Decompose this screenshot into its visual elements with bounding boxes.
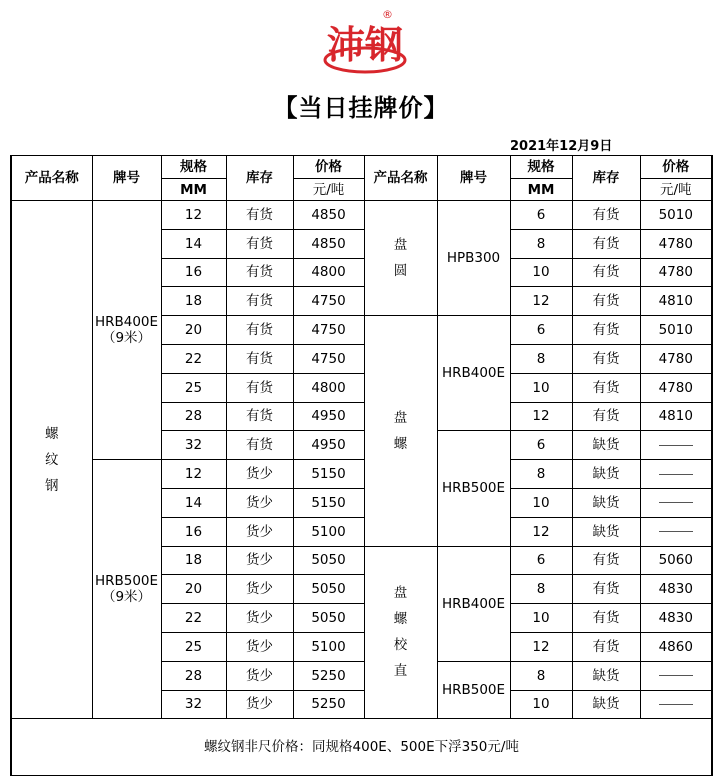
spec-cell: 8 — [510, 661, 572, 690]
spec-cell: 6 — [510, 316, 572, 345]
stock-cell: 货少 — [226, 575, 293, 604]
price-cell: 4860 — [640, 632, 712, 661]
brand-label: HRB400E — [441, 365, 506, 382]
stock-cell: 有货 — [226, 402, 293, 431]
brand-cell — [437, 661, 510, 719]
spec-cell: 10 — [510, 488, 572, 517]
price-cell: 5100 — [293, 632, 364, 661]
stock-cell: 货少 — [226, 460, 293, 489]
price-cell: 4750 — [293, 344, 364, 373]
spec-cell: 8 — [510, 460, 572, 489]
spec-cell: 10 — [510, 258, 572, 287]
brand-cell — [92, 201, 161, 460]
header-product: 产品名称 — [364, 156, 437, 201]
header-spec-unit: MM — [510, 179, 572, 201]
product-name-cell — [364, 316, 437, 546]
spec-cell: 6 — [510, 546, 572, 575]
stock-cell: 有货 — [572, 258, 640, 287]
stock-cell: 有货 — [572, 632, 640, 661]
price-cell: 4750 — [293, 287, 364, 316]
spec-cell: 12 — [510, 402, 572, 431]
spec-cell: 10 — [510, 373, 572, 402]
brand-label: HRB400E （9米） — [94, 314, 159, 347]
price-cell: 5010 — [640, 316, 712, 345]
no-price-dash — [659, 502, 693, 503]
stock-cell: 有货 — [572, 575, 640, 604]
price-cell: 4810 — [640, 287, 712, 316]
price-cell: 4780 — [640, 344, 712, 373]
stock-cell: 有货 — [572, 344, 640, 373]
stock-cell: 有货 — [226, 201, 293, 230]
header-brand: 牌号 — [92, 156, 161, 201]
spec-cell: 22 — [161, 604, 226, 633]
spec-cell: 14 — [161, 229, 226, 258]
product-name-text: 盘 螺 校 直 — [393, 585, 408, 680]
price-cell: 5060 — [640, 546, 712, 575]
brand-cell — [437, 431, 510, 546]
stock-cell: 缺货 — [572, 488, 640, 517]
table-row — [11, 201, 712, 230]
price-cell: 4950 — [293, 402, 364, 431]
price-cell: 5150 — [293, 460, 364, 489]
stock-cell: 有货 — [226, 229, 293, 258]
header-stock: 库存 — [226, 156, 293, 201]
spec-cell: 28 — [161, 402, 226, 431]
spec-cell: 10 — [510, 604, 572, 633]
header-stock: 库存 — [572, 156, 640, 201]
stock-cell: 有货 — [572, 201, 640, 230]
company-logo — [320, 8, 410, 78]
price-cell: 5250 — [293, 661, 364, 690]
spec-cell: 20 — [161, 575, 226, 604]
price-cell: 4850 — [293, 229, 364, 258]
stock-cell: 货少 — [226, 488, 293, 517]
logo-text: 沛钢 — [326, 22, 404, 67]
spec-cell: 22 — [161, 344, 226, 373]
price-cell — [640, 460, 712, 489]
price-cell: 4950 — [293, 431, 364, 460]
product-name-rebar — [11, 201, 92, 719]
product-name-text: 盘 螺 — [393, 409, 408, 452]
header-price: 价格 — [293, 156, 364, 179]
brand-label: HPB300 — [446, 250, 501, 267]
price-cell: 4850 — [293, 201, 364, 230]
price-cell: 4780 — [640, 258, 712, 287]
price-cell — [640, 690, 712, 719]
header-price-unit: 元/吨 — [640, 179, 712, 201]
price-cell — [640, 661, 712, 690]
price-cell: 4750 — [293, 316, 364, 345]
stock-cell: 有货 — [572, 546, 640, 575]
stock-cell: 缺货 — [572, 690, 640, 719]
stock-cell: 缺货 — [572, 661, 640, 690]
stock-cell: 货少 — [226, 661, 293, 690]
spec-cell: 12 — [161, 460, 226, 489]
price-cell — [640, 488, 712, 517]
no-price-dash — [659, 531, 693, 532]
stock-cell: 有货 — [572, 604, 640, 633]
stock-cell: 有货 — [226, 316, 293, 345]
header-price-unit: 元/吨 — [293, 179, 364, 201]
price-cell: 5050 — [293, 604, 364, 633]
product-name-cell — [364, 201, 437, 316]
spec-cell: 28 — [161, 661, 226, 690]
stock-cell: 有货 — [572, 373, 640, 402]
price-cell: 4800 — [293, 373, 364, 402]
spec-cell: 8 — [510, 575, 572, 604]
product-name-text: 螺 纹 钢 — [45, 425, 59, 494]
spec-cell: 8 — [510, 229, 572, 258]
brand-label: HRB500E （9米） — [94, 573, 159, 606]
stock-cell: 有货 — [572, 402, 640, 431]
header-product: 产品名称 — [11, 156, 92, 201]
spec-cell: 12 — [510, 632, 572, 661]
no-price-dash — [659, 474, 693, 475]
spec-cell: 25 — [161, 632, 226, 661]
no-price-dash — [659, 445, 693, 446]
product-name-cell — [364, 546, 437, 719]
spec-cell: 12 — [510, 517, 572, 546]
spec-cell: 10 — [510, 690, 572, 719]
price-cell: 5250 — [293, 690, 364, 719]
header-spec: 规格 — [161, 156, 226, 179]
spec-cell: 32 — [161, 431, 226, 460]
no-price-dash — [659, 675, 693, 676]
stock-cell: 有货 — [226, 344, 293, 373]
stock-cell: 货少 — [226, 546, 293, 575]
price-cell: 4780 — [640, 373, 712, 402]
table-row — [11, 460, 712, 489]
registered-mark: ® — [382, 8, 393, 21]
page-title: 【当日挂牌价】 — [273, 94, 449, 122]
spec-cell: 14 — [161, 488, 226, 517]
brand-label: HRB500E — [441, 682, 506, 699]
spec-cell: 16 — [161, 517, 226, 546]
stock-cell: 货少 — [226, 632, 293, 661]
brand-cell — [437, 201, 510, 316]
price-cell: 5150 — [293, 488, 364, 517]
brand-cell — [437, 546, 510, 661]
price-date: 2021年12月9日 — [510, 139, 613, 154]
stock-cell: 有货 — [226, 373, 293, 402]
stock-cell: 有货 — [226, 258, 293, 287]
spec-cell: 20 — [161, 316, 226, 345]
product-name-text: 盘 圆 — [393, 237, 408, 280]
price-table — [10, 155, 713, 776]
spec-cell: 12 — [510, 287, 572, 316]
spec-cell: 12 — [161, 201, 226, 230]
stock-cell: 有货 — [226, 287, 293, 316]
stock-cell: 货少 — [226, 517, 293, 546]
no-price-dash — [659, 704, 693, 705]
stock-cell: 缺货 — [572, 431, 640, 460]
header-price: 价格 — [640, 156, 712, 179]
price-cell — [640, 517, 712, 546]
stock-cell: 有货 — [572, 316, 640, 345]
footer-note: 螺纹钢非尺价格：同规格400E、500E下浮350元/吨 — [11, 719, 712, 776]
price-cell: 4830 — [640, 604, 712, 633]
stock-cell: 有货 — [572, 229, 640, 258]
brand-cell — [437, 316, 510, 431]
brand-label: HRB500E — [441, 480, 506, 497]
price-cell: 4830 — [640, 575, 712, 604]
price-cell: 5050 — [293, 546, 364, 575]
spec-cell: 18 — [161, 546, 226, 575]
stock-cell: 货少 — [226, 604, 293, 633]
stock-cell: 货少 — [226, 690, 293, 719]
price-cell — [640, 431, 712, 460]
brand-label: HRB400E — [441, 595, 506, 612]
stock-cell: 有货 — [572, 287, 640, 316]
price-cell: 5100 — [293, 517, 364, 546]
price-cell: 4800 — [293, 258, 364, 287]
price-cell: 4780 — [640, 229, 712, 258]
spec-cell: 32 — [161, 690, 226, 719]
price-cell: 5050 — [293, 575, 364, 604]
spec-cell: 25 — [161, 373, 226, 402]
brand-cell — [92, 460, 161, 719]
stock-cell: 缺货 — [572, 460, 640, 489]
spec-cell: 8 — [510, 344, 572, 373]
price-cell: 4810 — [640, 402, 712, 431]
stock-cell: 缺货 — [572, 517, 640, 546]
spec-cell: 18 — [161, 287, 226, 316]
spec-cell: 6 — [510, 431, 572, 460]
header-spec: 规格 — [510, 156, 572, 179]
spec-cell: 6 — [510, 201, 572, 230]
price-cell: 5010 — [640, 201, 712, 230]
stock-cell: 有货 — [226, 431, 293, 460]
spec-cell: 16 — [161, 258, 226, 287]
header-spec-unit: MM — [161, 179, 226, 201]
header-brand: 牌号 — [437, 156, 510, 201]
